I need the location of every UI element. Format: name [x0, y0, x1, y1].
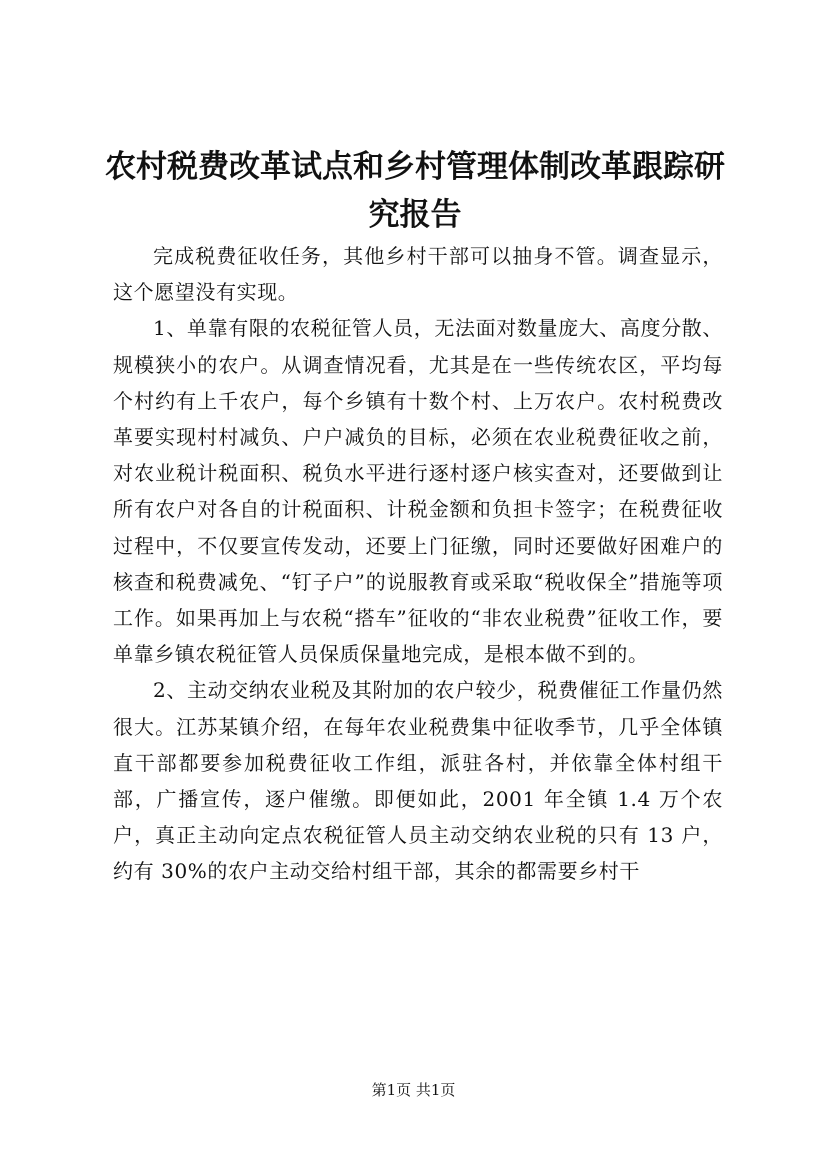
document-title: 农村税费改革试点和乡村管理体制改革跟踪研究报告 [105, 149, 725, 233]
paragraph-2: 1、单靠有限的农税征管人员，无法面对数量庞大、高度分散、规模狭小的农户。从调查情况看，尤其是在一些传统农区，平均每个村约有上千农户，每个乡镇有十数个村、上万农户。农村税费改革要实现村村减负、户户减负的目标，必须在农业税费征收之前，对农业税计税面积、税负水平进行逐村逐户核实查对，还要做到让所有农户对各自的计税面积、计税金额和负担卡签字；在税费征收过程中，不仅要宣传发动，还要上门征缴，同时还要做好困难户的核查和税费减免、“钉子户”的说服教育或采取“税收保全”措施等项工作。如果再加上与农税“搭车”征收的“非农业税费”征收工作，要单靠乡镇农税征管人员保质保量地完成，是根本做不到的。 [113, 316, 723, 667]
paragraph-1: 完成税费征收任务，其他乡村干部可以抽身不管。调查显示，这个愿望没有实现。 [113, 244, 723, 305]
document-body [113, 238, 723, 890]
page-footer: 第1页 共1页 [371, 1081, 456, 1099]
paragraph-3: 2、主动交纳农业税及其附加的农户较少，税费催征工作量仍然很大。江苏某镇介绍，在每年农业税费集中征收季节，几乎全体镇直干部都要参加税费征收工作组，派驻各村，并依靠全体村组干部，广播宣传，逐户催缴。即便如此，2001 年全镇 1.4 万个农户，真正主动向定点农税征管人员主动交纳农业税的只有 13 户，约有 30%的农户主动交给村组干部，其余的都需要乡村干 [113, 678, 723, 884]
